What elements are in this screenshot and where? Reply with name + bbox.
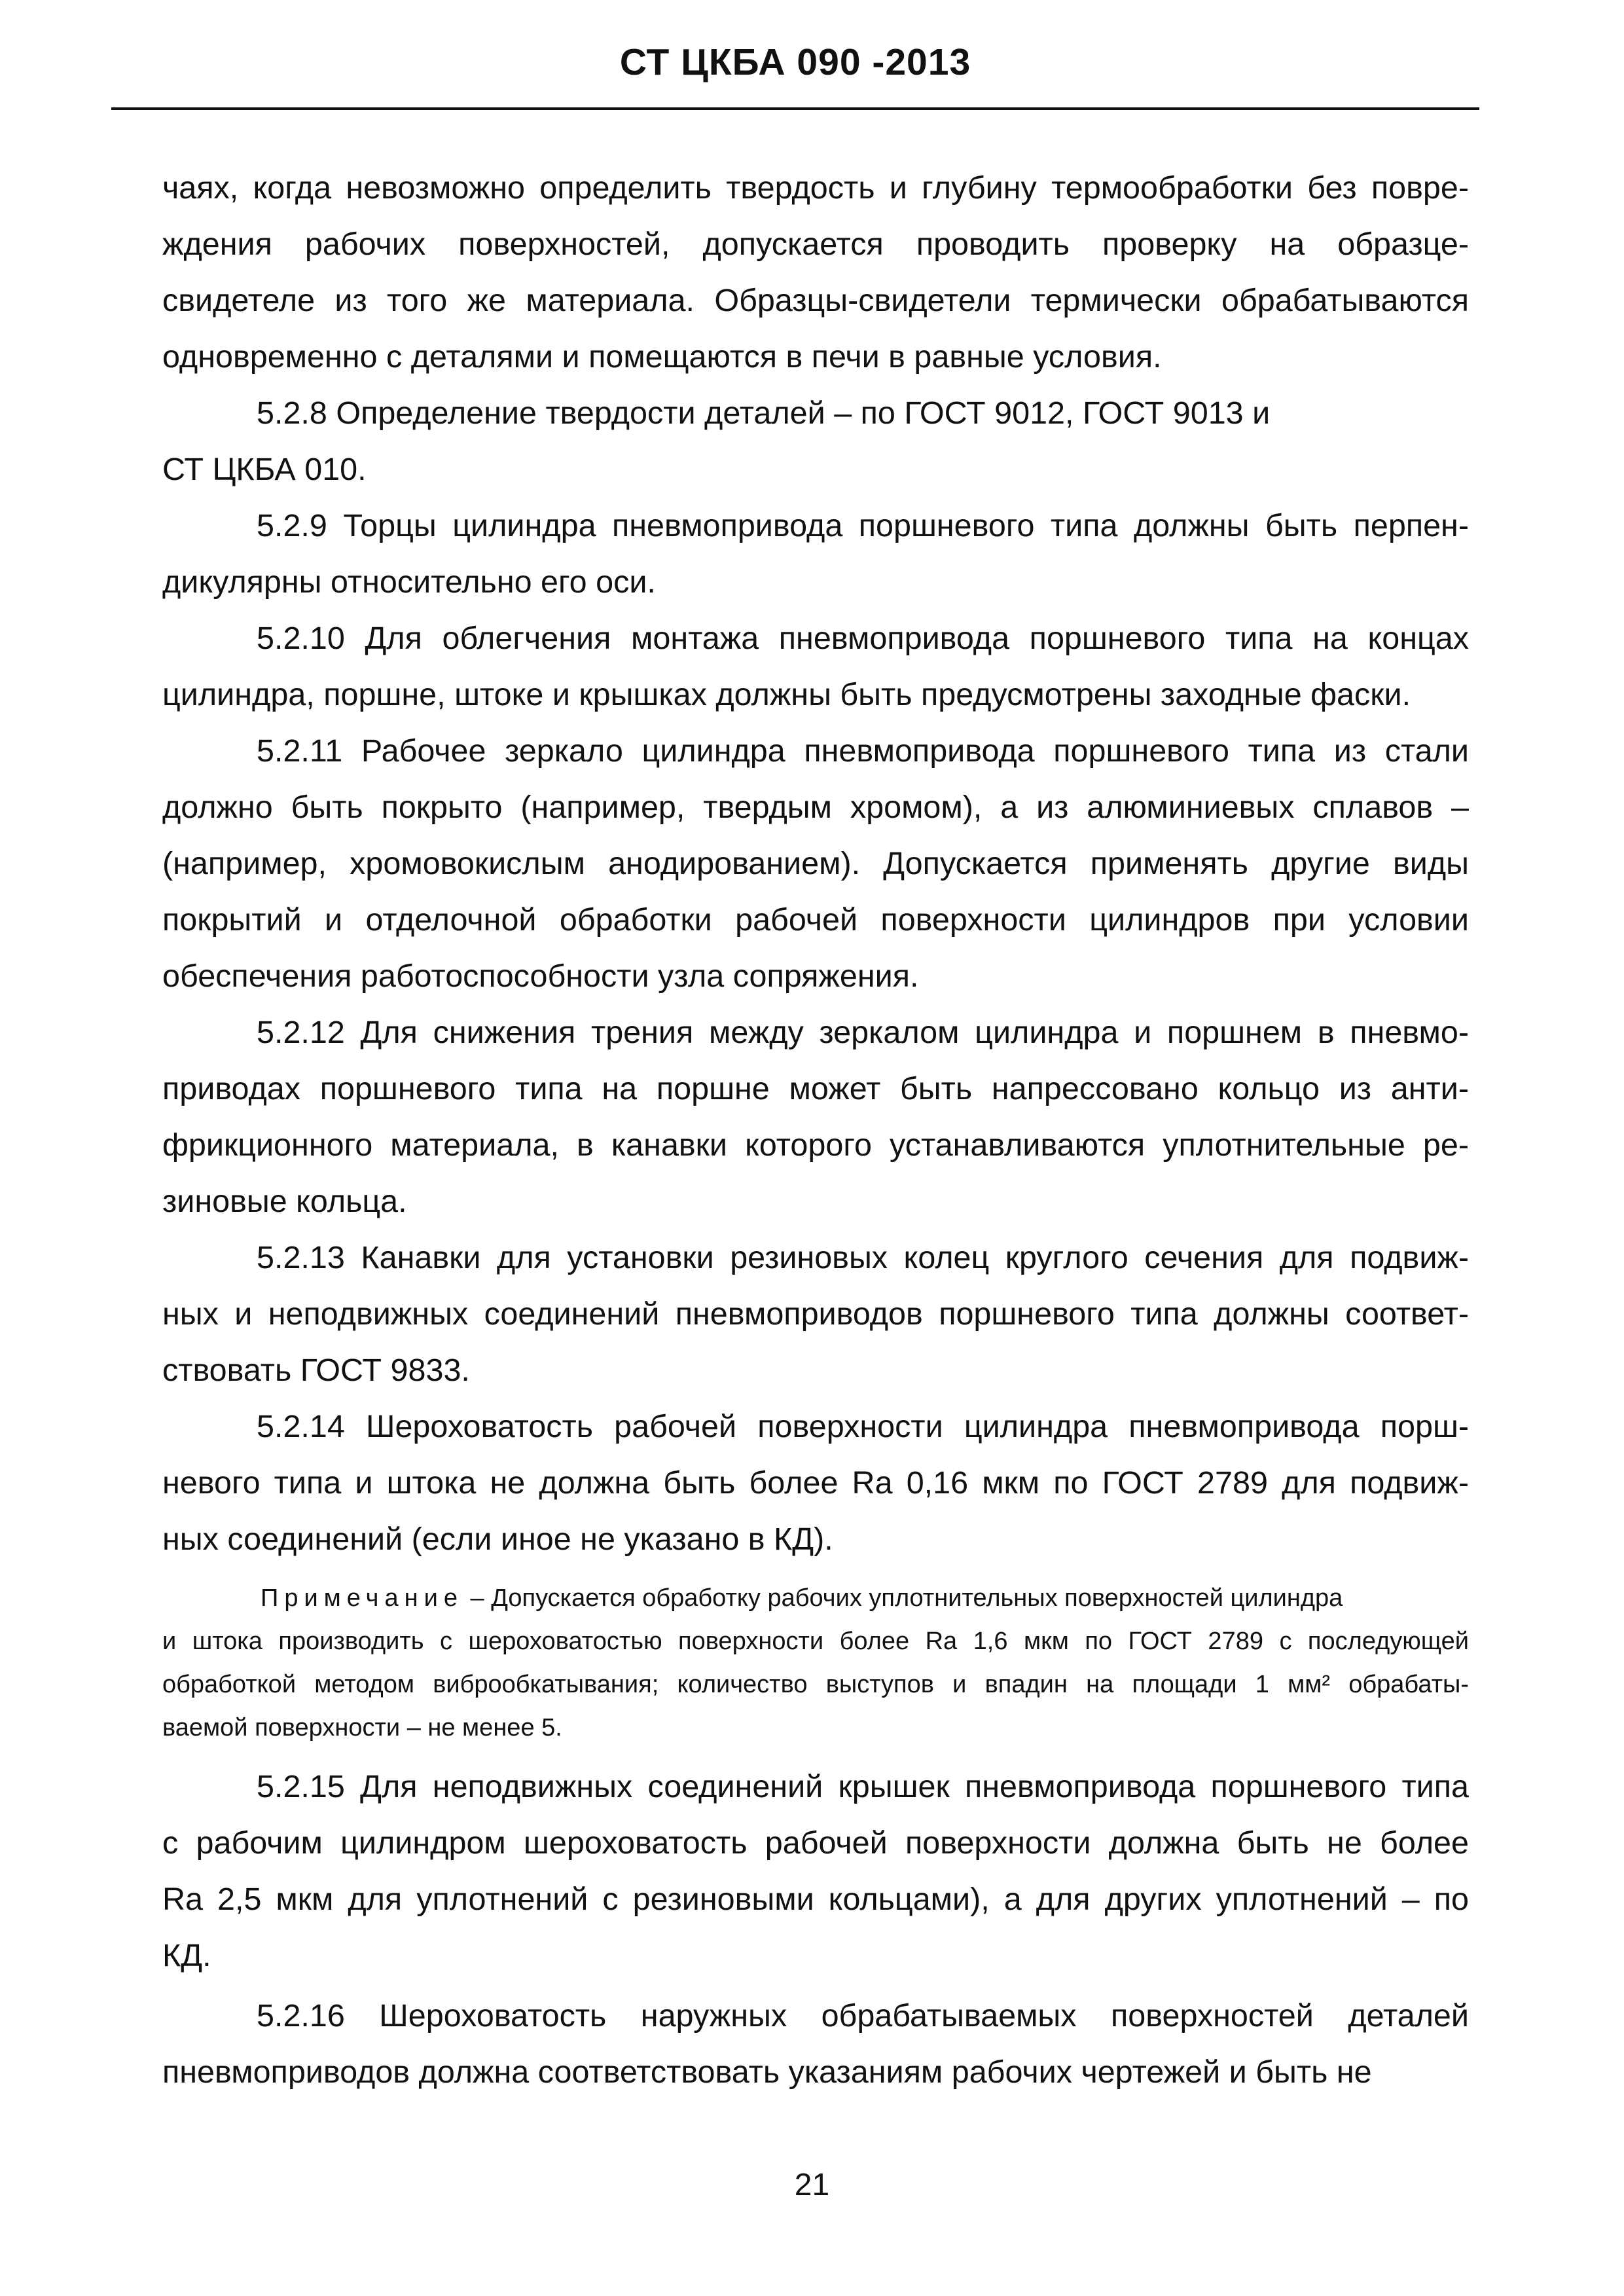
note-line: и штока производить с шероховатостью поверхности более Ra 1,6 мкм по ГОСТ 2789 с последующей	[162, 1628, 1469, 1655]
paragraph-5-2-8	[162, 385, 1469, 498]
text-line: покрытий и отделочной обработки рабочей поверхности цилиндров при условии	[162, 902, 1469, 938]
text-line: ных и неподвижных соединений пневмоприводов поршневого типа должны соответ-	[162, 1296, 1469, 1332]
paragraph-5-2-16	[162, 1988, 1469, 2100]
note-label: Примечание	[261, 1584, 463, 1612]
text-line: 5.2.9 Торцы цилиндра пневмопривода поршневого типа должны быть перпен-	[257, 508, 1469, 543]
text-line: цилиндра, поршне, штоке и крышках должны быть предусмотрены заходные фаски.	[162, 677, 1411, 712]
text-line: 5.2.15 Для неподвижных соединений крышек пневмопривода поршневого типа	[257, 1769, 1469, 1804]
document-code-title: СТ ЦКБА 090 -2013	[619, 41, 971, 83]
note-line	[162, 1576, 1469, 1620]
text-line: СТ ЦКБА 010.	[162, 452, 367, 487]
paragraph-5-2-15	[162, 1758, 1469, 1984]
text-line: чаях, когда невозможно определить твердость и глубину термообработки без повре-	[162, 170, 1469, 206]
text-line: ных соединений (если иное не указано в КД).	[162, 1522, 833, 1557]
paragraph-5-2-13	[162, 1230, 1469, 1398]
text-line: пневмоприводов должна соответствовать указаниям рабочих чертежей и быть не	[162, 2054, 1372, 2090]
page-header	[111, 34, 1479, 110]
text-line: фрикционного материала, в канавки которого устанавливаются уплотнительные ре-	[162, 1127, 1469, 1163]
text-line: свидетеле из того же материала. Образцы-свидетели термически обрабатываются	[162, 283, 1469, 318]
paragraph-5-2-10	[162, 610, 1469, 723]
text-line: 5.2.8 Определение твердости деталей – по ГОСТ 9012, ГОСТ 9013 и	[257, 395, 1271, 431]
text-line: (например, хромовокислым анодированием). Допускается применять другие виды	[162, 846, 1469, 881]
text-line: невого типа и штока не должна быть более Ra 0,16 мкм по ГОСТ 2789 для подвиж-	[162, 1465, 1469, 1501]
note-block	[162, 1576, 1469, 1749]
text-line: ждения рабочих поверхностей, допускается проводить проверку на образце-	[162, 227, 1469, 262]
text-line: 5.2.13 Канавки для установки резиновых колец круглого сечения для подвиж-	[257, 1240, 1469, 1275]
text-line: 5.2.16 Шероховатость наружных обрабатываемых поверхностей деталей	[257, 1998, 1469, 2033]
paragraph	[162, 160, 1469, 385]
note-line: обработкой методом виброобкатывания; количество выступов и впадин на площади 1 мм² обрабаты-	[162, 1671, 1469, 1698]
text-line: зиновые кольца.	[162, 1184, 407, 1219]
note-text: – Допускается обработку рабочих уплотнительных поверхностей цилиндра	[463, 1584, 1343, 1612]
text-line: КД.	[162, 1938, 211, 1973]
page-number: 21	[794, 2168, 830, 2202]
text-line: 5.2.14 Шероховатость рабочей поверхности цилиндра пневмопривода порш-	[257, 1409, 1469, 1444]
text-line: 5.2.10 Для облегчения монтажа пневмопривода поршневого типа на концах	[257, 621, 1469, 656]
paragraph-5-2-11	[162, 723, 1469, 1004]
paragraph-5-2-12	[162, 1004, 1469, 1230]
text-line: с рабочим цилиндром шероховатость рабочей поверхности должна быть не более	[162, 1825, 1469, 1861]
note-line: ваемой поверхности – не менее 5.	[162, 1714, 562, 1741]
page-body	[162, 160, 1469, 2100]
text-line: одновременно с деталями и помещаются в печи в равные условия.	[162, 339, 1162, 374]
paragraph-5-2-9	[162, 498, 1469, 610]
text-line: обеспечения работоспособности узла сопряжения.	[162, 958, 919, 994]
text-line: 5.2.11 Рабочее зеркало цилиндра пневмопривода поршневого типа из стали	[257, 733, 1469, 769]
text-line: дикулярны относительно его оси.	[162, 564, 656, 600]
paragraph-5-2-14	[162, 1398, 1469, 1567]
text-line: 5.2.12 Для снижения трения между зеркалом цилиндра и поршнем в пневмо-	[257, 1015, 1469, 1050]
text-line: должно быть покрыто (например, твердым хромом), а из алюминиевых сплавов –	[162, 790, 1469, 825]
text-line: Ra 2,5 мкм для уплотнений с резиновыми кольцами), а для других уплотнений – по	[162, 1882, 1469, 1917]
text-line: приводах поршневого типа на поршне может быть напрессовано кольцо из анти-	[162, 1071, 1469, 1106]
text-line: ствовать ГОСТ 9833.	[162, 1353, 470, 1388]
